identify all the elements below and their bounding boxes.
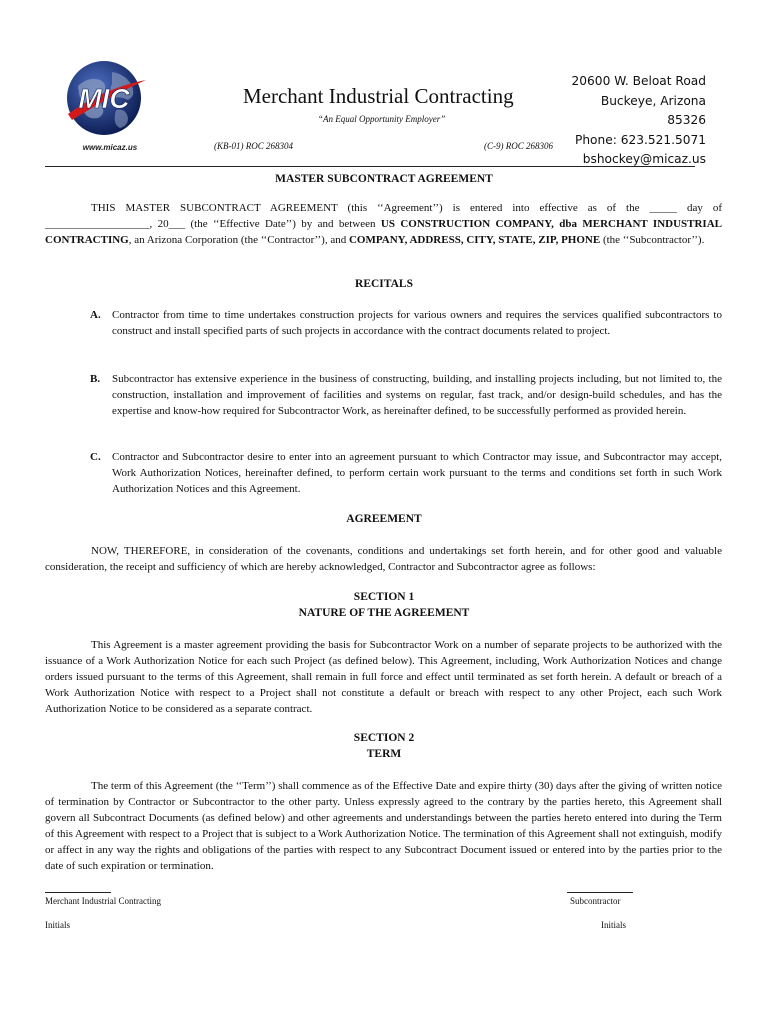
recital-letter: A. bbox=[90, 309, 101, 321]
section2-number: SECTION 2 bbox=[353, 732, 415, 744]
tagline: “An Equal Opportunity Employer” bbox=[318, 114, 446, 124]
footer-left-initials: Initials bbox=[45, 920, 70, 930]
roc-license-left: (KB-01) ROC 268304 bbox=[214, 141, 293, 151]
document-title: MASTER SUBCONTRACT AGREEMENT bbox=[275, 173, 493, 185]
footer-right-initials: Initials bbox=[601, 920, 626, 930]
address-line2: Buckeye, Arizona bbox=[600, 93, 706, 108]
section1-title: NATURE OF THE AGREEMENT bbox=[298, 607, 470, 619]
intro-paragraph: THIS MASTER SUBCONTRACT AGREEMENT (this ‘‘Agreement’’) is entered into effective as of the _____ day of ___________________, 20___ (the ‘‘Effective Date’’) by and between US CONSTRUCTION COMPANY, dba MERCHANT INDUSTRIAL CONTRACTING, an Arizona Corporation (the ‘‘Contractor’’), and COMPANY, ADDRESS, CITY, STATE, ZIP, PHONE (the ‘‘Subcontractor’’). bbox=[45, 202, 722, 246]
initials-line-right[interactable] bbox=[567, 892, 633, 893]
footer-right-party: Subcontractor bbox=[570, 896, 621, 906]
recital-text: Contractor and Subcontractor desire to enter into an agreement pursuant to which Contractor may issue, and Subcontractor may accept, Work Authorization Notices, hereinafter defined, to perform certain work pursuant to the terms and conditions set forth in such Work Authorization Notices and this Agreement. bbox=[112, 451, 722, 495]
section1-paragraph: This Agreement is a master agreement providing the basis for Subcontractor Work on a number of separate projects to be authorized with the issuance of a Work Authorization Notice for each such Project (as defined below). This Agreement, including, Work Authorization Notices and change orders issued pursuant to the terms of this Agreement, shall remain in full force and effect until terminated as set forth herein. A default or breach of a Work Authorization Notice with respect to a Project shall not constitute a default or breach with respect to any other Project, each such Work Authorization Notice to be considered as a separate contract. bbox=[45, 639, 722, 715]
section2-paragraph: The term of this Agreement (the ‘‘Term’’) shall commence as of the Effective Date and expire thirty (30) days after the giving of written notice of termination by Contractor or Subcontractor to the other party. Unless expressly agreed to the contrary by the parties hereto, this Agreement shall govern all Subcontract Documents (as defined below) and other agreements and understandings between the parties hereto entered into during the Term of this Agreement with respect to a Project that is subject to a Work Authorization Notice. The termination of this Agreement shall not extinguish, modify or affect in any way the rights and obligations of the parties with respect to any Subcontract Document issued or entered into by the parties prior to the date of such expiration or termination. bbox=[45, 780, 722, 872]
address-line1: 20600 W. Beloat Road bbox=[571, 74, 706, 88]
section2-title: TERM bbox=[366, 748, 402, 760]
company-name: Merchant Industrial Contracting bbox=[243, 84, 514, 108]
recital-letter: C. bbox=[90, 451, 101, 463]
mic-logo bbox=[60, 58, 152, 156]
recital-text: Subcontractor has extensive experience in the business of constructing, building, and installing projects including, but not limited to, the construction, installation and improvement of facilities and systems on regular, fast track, and/or design-build schedules, and has the expertise and know-how required for Subcontractor Work, as hereinafter defined, to be successfully performed as provided herein. bbox=[112, 373, 722, 417]
recitals-heading: RECITALS bbox=[355, 278, 413, 290]
section1-number: SECTION 1 bbox=[353, 591, 415, 603]
logo-url: www.micaz.us bbox=[82, 143, 138, 152]
phone: Phone: 623.521.5071 bbox=[574, 132, 706, 147]
initials-line-left[interactable] bbox=[45, 892, 111, 893]
header-divider bbox=[45, 166, 695, 167]
contact-block bbox=[572, 72, 706, 170]
recital-letter: B. bbox=[90, 373, 101, 385]
email: bshockey@micaz.us bbox=[582, 152, 706, 166]
zip-code: 85326 bbox=[667, 113, 706, 127]
agreement-heading: AGREEMENT bbox=[346, 513, 422, 525]
logo-text: MIC bbox=[78, 83, 130, 114]
agreement-paragraph: NOW, THEREFORE, in consideration of the covenants, conditions and undertakings set forth herein, and for other good and valuable consideration, the receipt and sufficiency of which are hereby acknowledged, Contractor and Subcontractor agree as follows: bbox=[45, 545, 722, 573]
footer-left-party: Merchant Industrial Contracting bbox=[45, 896, 161, 906]
recital-text: Contractor from time to time undertakes construction projects for various owners and requires the services qualified subcontractors to construct and install specified parts of such projects in accordance with the contract documents related to project. bbox=[112, 309, 722, 337]
roc-license-right: (C-9) ROC 268306 bbox=[484, 141, 553, 151]
